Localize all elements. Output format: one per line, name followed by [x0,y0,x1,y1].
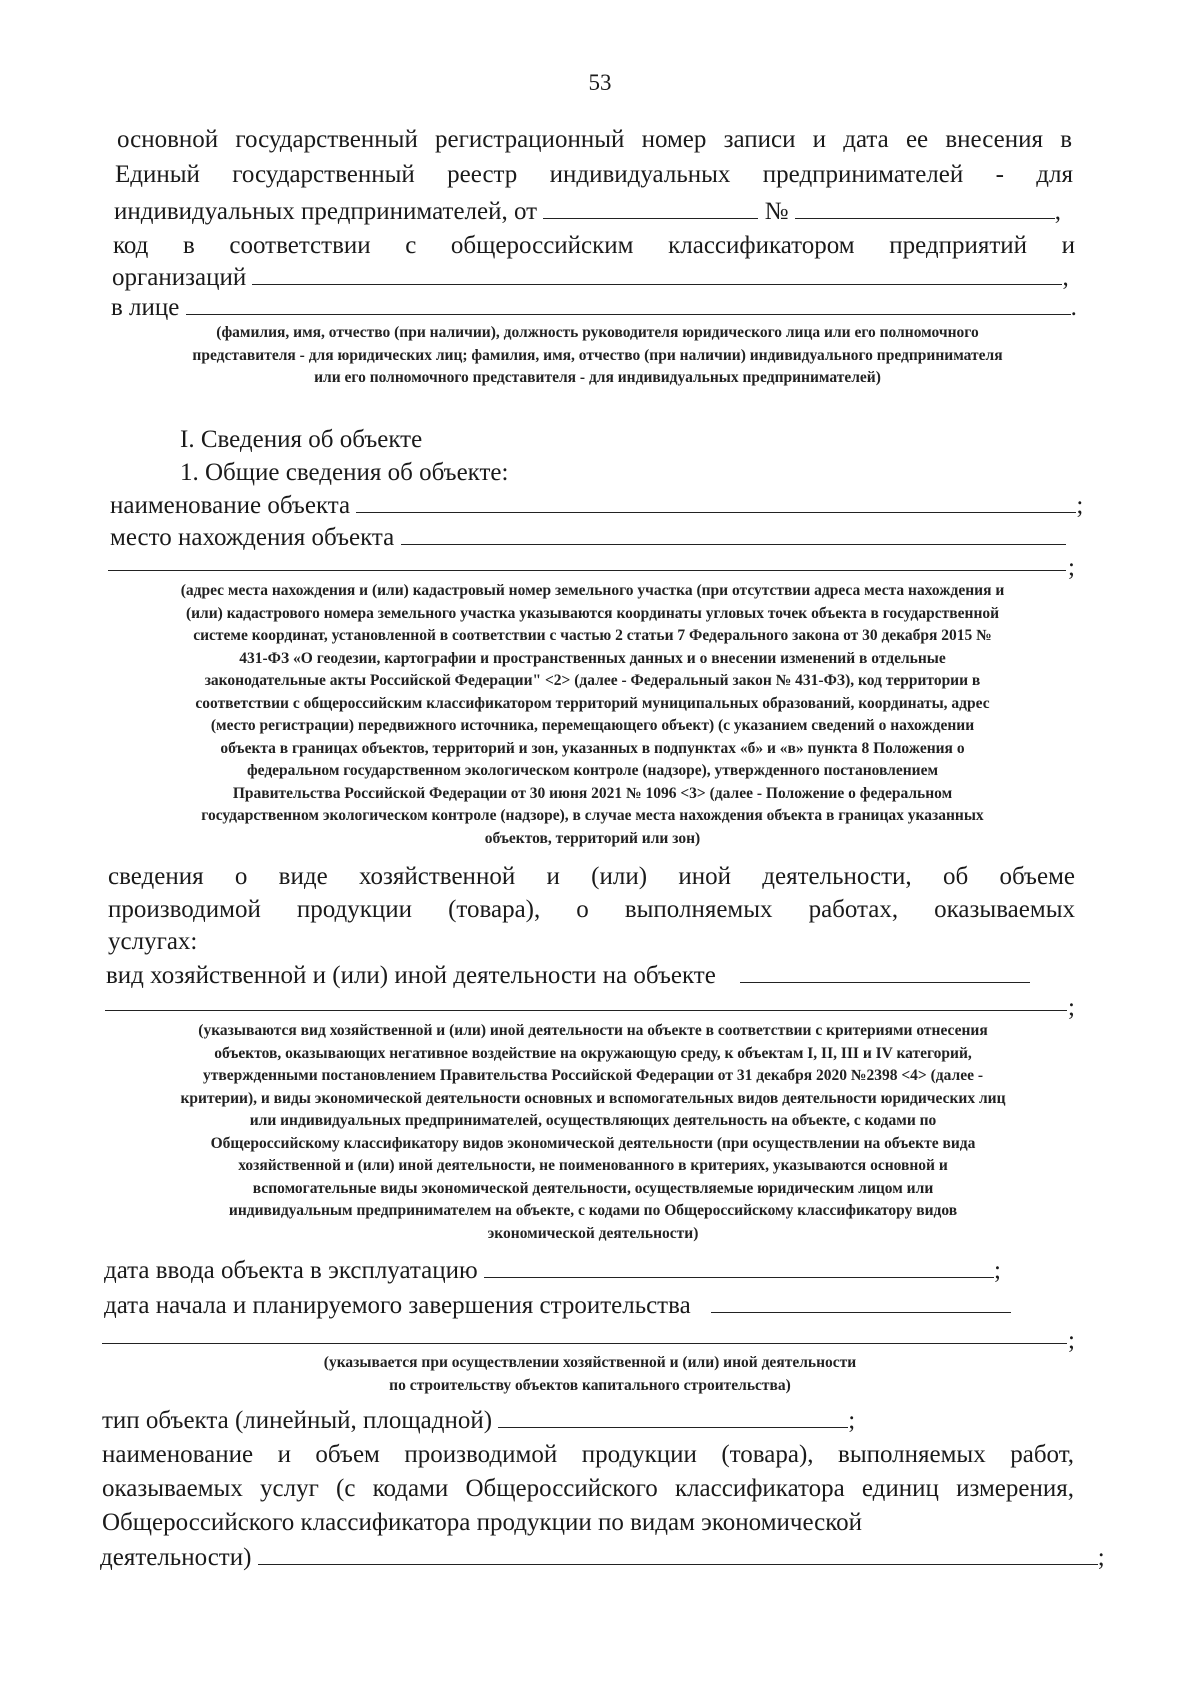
object-location-row [110,522,1066,553]
registration-date-field[interactable] [543,196,758,219]
header-line-3 [114,196,1061,227]
registration-number-field[interactable] [795,196,1055,219]
object-type-label: тип объекта (линейный, площадной) [102,1407,493,1434]
note-line: федеральном государственном экологическом контроле (надзоре), утвержденного постановлением [246,762,939,779]
note-line: (или) кадастрового номера земельного участка указываются координаты угловых точек объекта в государственной [185,604,1000,622]
semicolon: ; [1068,994,1075,1021]
comma: , [1054,198,1061,225]
products-label-end: деятельности) [100,1544,252,1571]
products-row [100,1542,1105,1573]
object-name-field[interactable] [356,490,1076,513]
note-line: 431-ФЗ «О геодезии, картографии и пространственных данных и о внесении изменений в отдельные [239,649,946,667]
commissioning-label: дата ввода объекта в эксплуатацию [104,1257,478,1284]
note-line: государственном экологическом контроле (надзоре), в случае места нахождения объекта в границах указанных [201,807,984,824]
header-line-5 [112,262,1069,293]
location-note [110,580,1075,850]
note-line: (место регистрации) передвижного источника, перемещающего объект) (с указанием сведений о нахождении [210,717,975,734]
construction-dates-field-line-2[interactable] [102,1343,1067,1344]
note-line: индивидуальным предпринимателем на объекте, с кодами по Общероссийскому классификатору видов [228,1202,958,1219]
products-line-1: наименование и объем производимой продукции (товара), выполняемых работ, [102,1441,1074,1468]
object-type-row [102,1405,855,1436]
construction-note [180,1352,1000,1397]
semicolon: ; [1097,1544,1105,1571]
commissioning-date-field[interactable] [484,1255,994,1278]
activity-intro-line-2: производимой продукции (товара), о выполняемых работах, оказываемых [108,896,1075,923]
note-line: по строительству объектов капитального строительства) [389,1376,791,1394]
products-line-3: Общероссийского классификатора продукции по видам экономической [102,1509,863,1536]
commissioning-row [104,1255,1001,1286]
object-location-label: место нахождения объекта [110,524,395,551]
object-location-field[interactable] [401,522,1066,545]
note-line: Правительства Российской Федерации от 30 июня 2021 № 1096 <3> (далее - Положение о федеральном [232,784,953,802]
object-location-field-line-2[interactable] [108,570,1066,571]
note-line: вспомогательные виды экономической деятельности, осуществляемые юридическим лицом или [252,1179,934,1197]
period: . [1070,294,1077,321]
okpo-code-field[interactable] [252,262,1062,285]
note-line: объектов, оказывающих негативное воздействие на окружающую среду, к объектам I, II, III и IV категорий, [214,1044,972,1062]
representative-note [130,322,1065,390]
products-line-2: оказываемых услуг (с кодами Общероссийского классификатора единиц измерения, [102,1475,1074,1502]
note-line: экономической деятельности) [487,1224,699,1242]
products-field[interactable] [258,1542,1098,1565]
activity-type-field-line-2[interactable] [105,1010,1067,1011]
note-line: (указываются вид хозяйственной и (или) иной деятельности на объекте в соответствии с критериями отнесения [198,1022,988,1039]
semicolon: ; [1068,554,1075,581]
note-line: объектов, территорий или зон) [484,829,701,847]
organizations-label: организаций [112,264,247,291]
note-line: (адрес места нахождения и (или) кадастровый номер земельного участка (при отсутствии адреса места нахождения и [180,582,1005,599]
activity-type-label: вид хозяйственной и (или) иной деятельности на объекте [106,962,716,989]
comma: , [1062,264,1069,291]
header-line-4: код в соответствии с общероссийским классификатором предприятий и [113,232,1075,259]
note-line: Общероссийскому классификатору видов экономической деятельности (при осуществлении на объекте вида [210,1134,976,1152]
object-type-field[interactable] [498,1405,848,1428]
note-line: (фамилия, имя, отчество (при наличии), должность руководителя юридического лица или его полномочного [216,324,979,341]
note-line: или его полномочного представителя - для индивидуальных предпринимателей) [314,369,881,386]
representative-field[interactable] [186,292,1071,315]
activity-intro-line-3: услугах: [108,928,198,955]
activity-type-field[interactable] [740,960,1030,983]
page-number: 53 [588,70,612,95]
note-line: хозяйственной и (или) иной деятельности, не поименованного в критериях, указываются основной и [238,1157,948,1174]
object-name-label: наименование объекта [110,492,351,519]
header-line-2: Единый государственный реестр индивидуальных предпринимателей - для [115,161,1073,188]
note-line: объекта в границах объектов, территорий и зон, указанных в подпунктах «б» и «в» пункта 8 Положения о [220,739,965,757]
construction-label: дата начала и планируемого завершения строительства [104,1292,691,1319]
object-name-row [110,490,1083,521]
construction-dates-field[interactable] [711,1290,1011,1313]
header-line-1: основной государственный регистрационный номер записи и дата ее внесения в [117,126,1072,153]
semicolon: ; [848,1407,856,1434]
construction-row [104,1290,1011,1321]
semicolon: ; [1068,1327,1075,1354]
header-line-6 [111,292,1077,323]
semicolon: ; [1076,492,1084,519]
note-line: или индивидуальных предпринимателей, осуществляющих деятельность на объекте, с кодами по [249,1112,937,1129]
section-subtitle: 1. Общие сведения об объекте: [180,459,509,486]
note-line: представителя - для юридических лиц; фамилия, имя, отчество (при наличии) индивидуального предпринимателя [192,346,1003,364]
activity-intro-line-1: сведения о виде хозяйственной и (или) иной деятельности, об объеме [108,863,1075,890]
note-line: законодательные акты Российской Федерации" <2> (далее - Федеральный закон № 431-ФЗ), код территории в [204,672,981,689]
note-line: (указывается при осуществлении хозяйственной и (или) иной деятельности [323,1354,857,1371]
activity-type-row [106,960,1030,991]
represented-by-label: в лице [111,294,180,321]
note-line: системе координат, установленной в соответствии с частью 2 статьи 7 Федерального закона от 30 декабря 2015 № [193,627,992,644]
date-label: индивидуальных предпринимателей, от [114,198,538,225]
section-title: I. Сведения об объекте [180,426,423,453]
number-sign: № [764,198,789,225]
note-line: соответствии с общероссийским классификатором территорий муниципальных образований, координаты, адрес [195,694,990,712]
note-line: утвержденными постановлением Правительства Российской Федерации от 31 декабря 2020 №2398 <4> (далее - [202,1067,983,1084]
note-line: критерии), и виды экономической деятельности основных и вспомогательных видов деятельности юридических лиц [180,1089,1006,1107]
semicolon: ; [993,1257,1001,1284]
activity-note [108,1020,1078,1245]
